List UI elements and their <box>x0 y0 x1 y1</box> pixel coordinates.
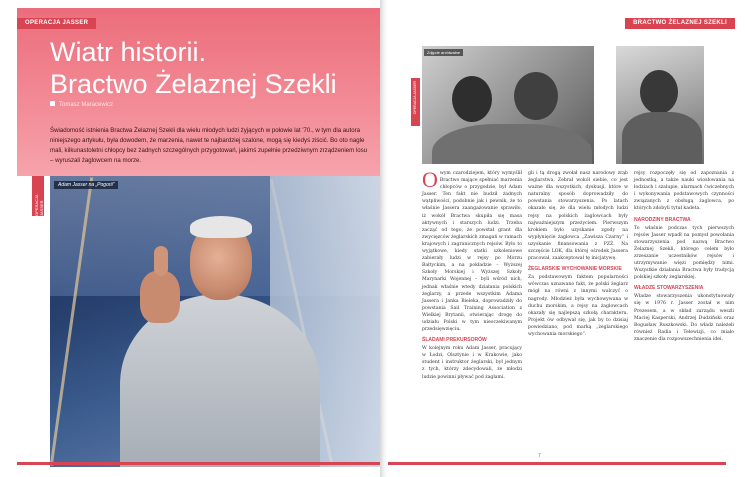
portrait-photo <box>50 176 380 467</box>
text-column-3 <box>634 170 734 343</box>
text-column-1 <box>422 167 522 381</box>
drop-cap: O <box>422 167 438 192</box>
author-name: Tomasz Maracewicz <box>59 102 114 108</box>
right-page <box>388 0 745 477</box>
bottom-rule <box>17 462 380 465</box>
photo-man-hand <box>140 271 180 323</box>
bottom-rule-right <box>388 462 726 465</box>
column-1-text: wym czarodziejem, który wymyślił Bractwo mające spełniać marzenia chłopców o przygodzie, był Adam Jasser. Ten fakt nie budził żadnych wątpliwości, podobnie jak i pewnik, że to właśnie Jasserа zaangażowanie sprawiło, iż wokół Bractwa skupiła się masa aktywnych i starszych ludzi. Trzeba zacząć od tego, że powstał grant dla zwycięzców żeglarskich zmagań w ramach krajowych i zagranicznych rejsów. Było to wyjątkowe, kiedy statki szkoleniowe zabierały ludzi w rejsy po Morzu Bałtyckim, a na pokładzie – Wyższej Szkoły Morskiej i Wyższej Szkoły Marynarki Wojennej – byli wśród nich, jednak właśnie wtedy działania polskich żeglarzy, a przede wszystkim Adama Jassera i Janka Bieleka, doprowadziły do powstania Sail Training Association z Wielkiej Brytanii, otwierając drogę do udziału Polski w tym nieoczekiwanym przedsięwzięciu. <box>422 171 522 333</box>
column-2-text-2: Za podstawowym faktem popularności wówczas uznawano fakt, że polski żeglarz mógł na równi z innymi walczyć o nagrody. Młodzież była wychowywana w duchu morskim, a rejsy na żaglowcach okazały się najlepszą szkołą charakteru. Projekt ów odbywał się, jak by to dzisiaj powiedziano, pod marką „żeglarskiego wychowania morskiego”. <box>528 275 628 337</box>
page-gutter <box>380 0 388 477</box>
column-3-text: rejsy rozpoczęły się od zapoznania z jednostką, a także nauki wiosłowania na łodziach i szalupie, alarmach ćwiczebnych i wykonywania podstawowych czynności związanych z obsługą żaglowca, po których zdobyli tytuł kadeta. <box>634 171 734 212</box>
side-strip-right-label: OPERACJA JASSER <box>413 81 417 115</box>
side-strip-right <box>411 78 420 126</box>
photo-person <box>640 70 678 114</box>
archive-photo-2 <box>616 46 704 164</box>
section-label: OPERACJA JASSER <box>17 18 96 29</box>
article-title-line-1: Wiatr historii. <box>50 37 207 67</box>
photo-caption: Adam Jasser na „Pogorii” <box>54 181 118 189</box>
photo-person <box>452 76 492 122</box>
archive-photo-1 <box>422 46 594 164</box>
author-byline <box>50 101 113 108</box>
photo-man-hair <box>190 216 252 238</box>
subhead-maritime-education: ŻEGLARSKIE WYCHOWANIE MORSKIE <box>528 266 622 273</box>
lead-paragraph: Świadomość istnienia Bractwa Żelaznej Szekli dla wielu młodych ludzi żyjących w połowie lat '70., w tym dla autora niniejszego artykułu, była dowodem, że marzenia, nawet te najbardziej szalone, mogą się kiedyś ziścić. Bo oto nagle mali, kilkunastoletni chłopcy bez żadnych szczególnych przygotowań, jakimś zupełnie przedziwnym zrządzeniem losu – wyruszali żaglowcem na morze. <box>50 127 368 164</box>
column-3-text-2: To właśnie podczas tych pierwszych rejsów Jasser wpadł na pomysł powołania stowarzyszenia pod nazwą Bractwo Żelaznej Szekli, którego celem było zrzeszanie uczestników rejsów i utrzymywanie więzi pomiędzy nimi. Wszystkie działania Bractwa były tradycją polskiej szkoły żeglarskiej. <box>634 225 734 281</box>
article-title-line-2: Bractwo Żelaznej Szekli <box>50 69 337 99</box>
section-label-right: BRACTWO ŻELAZNEJ SZEKLI <box>625 18 735 29</box>
author-square-icon <box>50 101 55 106</box>
photo-thumbs-up <box>154 246 168 276</box>
column-1-text-2: W kolejnym roku Adam Jasser, pracujący w Łodzi, Olsztynie i w Krakowie, jako student i instruktor żeglarski, był jednym z tych, którzy zdecydowali, że młodzi ludzie powinni pływać pod żaglami. <box>422 346 522 380</box>
subhead-association-board: WŁADZE STOWARZYSZENIA <box>634 285 704 292</box>
subhead-predecessors: ŚLADAMI PREKURSORÓW <box>422 337 487 344</box>
article-title <box>50 36 370 100</box>
archive-photo-caption: Zdjęcie archiwalne <box>424 49 463 56</box>
photo-person-body <box>622 112 702 164</box>
side-strip-label: OPERACJA JASSER <box>34 194 44 216</box>
page-number: 7 <box>538 453 541 459</box>
side-strip <box>32 176 44 216</box>
column-3-text-3: Władze stowarzyszenia ukonstytuowały się w 1976 r. Jasser został w nim Prezesem, a w skład zarządu weszli Maciej Kasperski, Andrzej Dudziński oraz Bogusław Ruszkowski. Do władz należeli również Radia i Telewizji, co miało znaczenie dla rozpowszechnienia idei. <box>634 294 734 342</box>
subhead-brotherhood-birth: NARODZINY BRACTWA <box>634 216 691 223</box>
column-2-text: gli i tą drogą zwołał nasz narodowy zrąb żeglarstwa. Zebrał wokół siebie, co jest ważne dla wszystkich, dyskusji, które w naturalny sposób doprowadziły do powstania stowarzyszenia. Po latach okazało się, że dla wielu młodych ludzi rejsy na polskich żaglowcach były najważniejszym przeżyciem. Pierwszym krokiem było uzyskanie zgody na wypłynięcie żaglowca „Zawisza Czarny” i uzyskanie finansowania z PZŻ. Na szczęście LOK, dla której ośrodek Jassera pracował, zaakceptował tę inicjatywę. <box>528 171 628 262</box>
photo-person <box>514 72 558 120</box>
text-column-2 <box>528 170 628 338</box>
photo-group <box>432 124 592 164</box>
